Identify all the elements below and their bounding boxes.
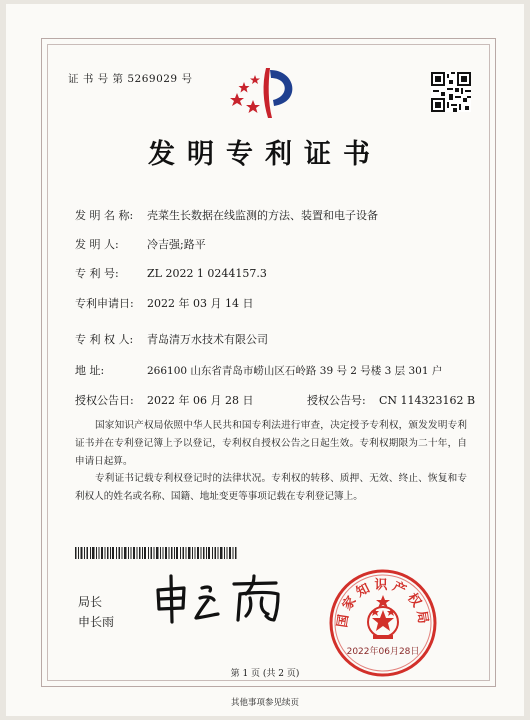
invention-name-value: 壳菜生长数据在线监测的方法、装置和电子设备 xyxy=(147,209,378,222)
grant-date-row xyxy=(75,392,475,408)
inventor-value: 冷吉强;路平 xyxy=(147,238,206,251)
qr-code-icon xyxy=(431,72,471,112)
cnipa-logo-icon xyxy=(226,62,304,120)
patentee-label: 专 利 权 人: xyxy=(75,333,134,346)
patent-number-label: 专 利 号: xyxy=(75,267,119,280)
certificate-number: 证 书 号 第 5269029 号 xyxy=(68,73,193,85)
barcode-icon xyxy=(75,547,238,559)
grant-date-label: 授权公告日: xyxy=(75,394,134,407)
grant-number-value: CN 114323162 B xyxy=(379,394,476,407)
grant-statement-paragraph: 国家知识产权局依照中华人民共和国专利法进行审查，决定授予专利权，颁发发明专利证书并在专利登记簿上予以登记，专利权自授权公告之日起生效。专利权期限为二十年，自申请日起算。 xyxy=(75,420,467,467)
inventor-row xyxy=(75,236,206,252)
handwritten-signature-icon xyxy=(150,570,295,625)
filing-date-label: 专利申请日: xyxy=(75,297,134,310)
document-title: 发明专利证书 xyxy=(148,139,382,170)
patentee-value: 青岛清万水技术有限公司 xyxy=(147,333,268,346)
seal-date: 2022年06月28日 xyxy=(346,647,420,657)
page-footer: 第 1 页 (共 2 页) xyxy=(230,669,300,679)
svg-text:国家知识产权局: 国家知识产权局 xyxy=(335,578,431,629)
continuation-note: 其他事项参见续页 xyxy=(230,698,299,708)
grant-date-value: 2022 年 06 月 28 日 xyxy=(147,394,254,407)
filing-date-row xyxy=(75,295,253,311)
grant-number-label: 授权公告号: xyxy=(307,394,366,407)
address-label: 地 址: xyxy=(75,364,105,377)
patent-number-value: ZL 2022 1 0244157.3 xyxy=(147,267,267,280)
patentee-row xyxy=(75,331,268,347)
patent-number-row xyxy=(75,265,267,281)
invention-name-label: 发 明 名 称: xyxy=(75,209,134,222)
filing-date-value: 2022 年 03 月 14 日 xyxy=(147,297,254,310)
address-value: 266100 山东省青岛市崂山区石岭路 39 号 2 号楼 3 层 301 户 xyxy=(147,365,443,377)
address-row xyxy=(75,362,442,378)
official-seal-icon xyxy=(327,567,439,679)
invention-name-row xyxy=(75,207,378,223)
registration-note-paragraph: 专利证书记载专利权登记时的法律状况。专利权的转移、质押、无效、终止、恢复和专利权人的姓名或名称、国籍、地址变更等事项记载在专利登记簿上。 xyxy=(75,473,467,502)
signatory-name: 申长雨 xyxy=(78,615,115,629)
inventor-label: 发 明 人: xyxy=(75,238,119,251)
signatory-title: 局长 xyxy=(78,595,103,609)
